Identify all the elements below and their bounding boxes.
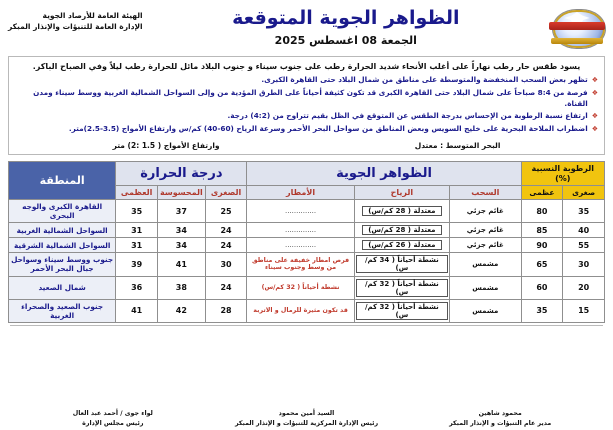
group-header-humidity: الرطوبة النسبية (%) <box>521 161 604 185</box>
table-row <box>9 223 605 238</box>
cell-temp-max: 41 <box>116 299 158 322</box>
cell-temp-min: 24 <box>205 276 247 299</box>
wind-value: معتدلة ( 26 كم/س) <box>362 240 441 250</box>
cell-region: السواحل الشمالية الغربية <box>9 223 116 238</box>
col-temp-max: العظمى <box>116 186 158 200</box>
signature-forecast-manager-title: مدير عام التنبؤات و الإنذار المبكر <box>449 419 552 427</box>
cell-humidity-max: 65 <box>521 253 563 276</box>
signature-chairman-name: لواء جوى / أحمد عبد العال <box>72 410 153 418</box>
col-humidity-min: صغرى <box>563 186 605 200</box>
cell-clouds: غائم جزئي <box>450 223 522 238</box>
col-temp-min: الصغرى <box>205 186 247 200</box>
sea-state-label: البحر المتوسط : معتدل <box>414 140 501 150</box>
cell-clouds: غائم جزئي <box>450 200 522 223</box>
cell-region: شمال الصعيد <box>9 276 116 299</box>
signature-forecast-manager <box>403 409 597 428</box>
cell-region: جنوب الصعيد والصحراء الغربية <box>9 299 116 322</box>
signature-central-head-title: رئيس الإدارة المركزية للتنبؤات و الإنذار المبكر <box>234 419 379 427</box>
cell-wind <box>354 238 449 253</box>
forecast-table <box>8 161 605 323</box>
diamond-bullet-icon: ❖ <box>591 112 598 121</box>
cell-temp-felt: 37 <box>158 200 206 223</box>
wind-value: نشطة أحياناً ( 32 كم/س) <box>356 302 448 320</box>
cell-region: جنوب ووسط سيناء وسواحل جبال البحر الأحمر <box>9 253 116 276</box>
cell-wind <box>354 253 449 276</box>
cell-temp-felt: 41 <box>158 253 206 276</box>
summary-bullet <box>15 75 598 86</box>
group-header-region: المنطقة <box>9 161 116 199</box>
table-row <box>9 299 605 322</box>
report-header <box>0 0 613 56</box>
wave-height-label: وارتفاع الأمواج ( 1.5 :2) متر <box>112 140 220 150</box>
cell-humidity-max: 35 <box>521 299 563 322</box>
summary-bullet-text: فرصة من 8:4 صباحاً على شمال البلاد حتى القاهرة الكبرى قد تكون كثيفة أحياناً على الطرق المؤدية من وإلى السواحل الشمالية الغربية ووسط سيناء ومدن القناة. <box>33 87 588 108</box>
forecast-table-body <box>9 200 605 323</box>
summary-bullet-text: اضطراب الملاحة البحرية على خليج السويس وبعض المناطق من سواحل البحر الأحمر وسرعة الرياح (60-40) كم/س وارتفاع الأمواج (3.5-2.5)متر. <box>68 123 588 133</box>
cell-temp-felt: 34 <box>158 223 206 238</box>
signature-footer <box>0 409 613 428</box>
cell-humidity-min: 15 <box>563 299 605 322</box>
diamond-bullet-icon: ❖ <box>591 88 598 97</box>
summary-bullet-text: تظهر بعض السحب المنخفضة والمتوسطة على مناطق من شمال البلاد حتى القاهرة الكبرى. <box>261 75 588 84</box>
col-humidity-max: عظمى <box>521 186 563 200</box>
summary-lead: يسود طقس حار رطب نهاراً على أغلب الأنحاء شديد الحرارة رطب على جنوب سيناء و جنوب البلاد مائل للحرارة رطب ليلاً وفي الصباح الباكر. <box>32 62 581 71</box>
org-line-2: الإدارة العامة للتنبؤات والإنذار المبكر <box>8 22 143 32</box>
signature-forecast-manager-name: محمود شاهين <box>478 410 522 418</box>
wind-value: معتدلة ( 28 كم/س) <box>362 206 441 216</box>
cell-temp-max: 31 <box>116 223 158 238</box>
cell-humidity-min: 55 <box>563 238 605 253</box>
diamond-bullet-icon: ❖ <box>591 76 598 84</box>
table-row <box>9 276 605 299</box>
table-row <box>9 238 605 253</box>
cell-humidity-min: 30 <box>563 253 605 276</box>
cell-rain: .............. <box>247 223 354 238</box>
cell-wind <box>354 223 449 238</box>
signature-chairman <box>16 409 210 428</box>
signature-central-head-name: السيد أمين محمود <box>278 410 335 418</box>
col-temp-felt: المحسوسة <box>158 186 206 200</box>
cell-temp-max: 39 <box>116 253 158 276</box>
cell-temp-min: 30 <box>205 253 247 276</box>
cell-rain: نشطة أحياناً ( 32 كم/س) <box>247 276 354 299</box>
group-header-phenomena: الظواهر الجوية <box>247 161 521 185</box>
cell-rain: .............. <box>247 238 354 253</box>
cell-clouds: مشمس <box>450 276 522 299</box>
table-row <box>9 200 605 223</box>
cell-humidity-min: 35 <box>563 200 605 223</box>
cell-temp-min: 24 <box>205 223 247 238</box>
summary-bullet <box>15 88 598 110</box>
cell-region: السواحل الشمالية الشرقية <box>9 238 116 253</box>
group-header-temperature: درجة الحرارة <box>116 161 247 185</box>
cell-humidity-max: 80 <box>521 200 563 223</box>
cell-temp-max: 35 <box>116 200 158 223</box>
summary-panel <box>8 56 605 155</box>
organization-block <box>8 6 143 33</box>
table-row <box>9 253 605 276</box>
footer-divider <box>10 325 603 326</box>
cell-rain: فرص امطار خفيفة على مناطق من وسط وجنوب سيناء <box>247 253 354 276</box>
signature-central-head <box>210 409 404 428</box>
summary-bullet <box>15 111 598 122</box>
cell-wind <box>354 276 449 299</box>
summary-bullet <box>15 124 598 135</box>
diamond-bullet-icon: ❖ <box>591 124 598 133</box>
wind-value: نشطة أحياناً ( 34 كم/س) <box>356 255 448 273</box>
cell-humidity-max: 90 <box>521 238 563 253</box>
sea-state-line <box>15 139 598 150</box>
cell-temp-min: 28 <box>205 299 247 322</box>
col-clouds: السحب <box>450 186 522 200</box>
cell-temp-felt: 38 <box>158 276 206 299</box>
col-wind: الرياح <box>354 186 449 200</box>
cell-temp-max: 31 <box>116 238 158 253</box>
cell-temp-felt: 34 <box>158 238 206 253</box>
emblem-icon <box>549 8 605 52</box>
cell-humidity-min: 20 <box>563 276 605 299</box>
cell-wind <box>354 299 449 322</box>
cell-temp-felt: 42 <box>158 299 206 322</box>
table-group-header-row <box>9 161 605 185</box>
cell-humidity-max: 85 <box>521 223 563 238</box>
summary-bullet-text: ارتفاع نسبة الرطوبة من الإحساس بدرجة الطقس عن المتوقع في الظل بقيم تتراوح من (4:2) درجة. <box>227 111 588 121</box>
cell-temp-min: 25 <box>205 200 247 223</box>
wind-value: نشطة أحياناً ( 32 كم/س) <box>356 279 448 297</box>
title-block <box>143 6 549 47</box>
cell-clouds: مشمس <box>450 299 522 322</box>
report-date: الجمعة 08 اغسطس 2025 <box>274 33 417 47</box>
page-title: الظواهر الجوية المتوقعة <box>232 7 460 29</box>
cell-region: القاهرة الكبرى والوجه البحرى <box>9 200 116 223</box>
cell-rain: .............. <box>247 200 354 223</box>
cell-humidity-max: 60 <box>521 276 563 299</box>
forecast-table-wrapper <box>8 161 605 323</box>
cell-temp-max: 36 <box>116 276 158 299</box>
wind-value: معتدلة ( 28 كم/س) <box>362 225 441 235</box>
cell-clouds: مشمس <box>450 253 522 276</box>
org-line-1: الهيئة العامة للأرصاد الجوية <box>42 11 143 20</box>
col-rain: الأمطار <box>247 186 354 200</box>
cell-humidity-min: 40 <box>563 223 605 238</box>
cell-temp-min: 24 <box>205 238 247 253</box>
cell-rain: قد تكون مثيرة للرمال و الاتربة <box>247 299 354 322</box>
signature-chairman-title: رئيس مجلس الإدارة <box>82 419 144 427</box>
cell-clouds: غائم جزئي <box>450 238 522 253</box>
cell-wind <box>354 200 449 223</box>
